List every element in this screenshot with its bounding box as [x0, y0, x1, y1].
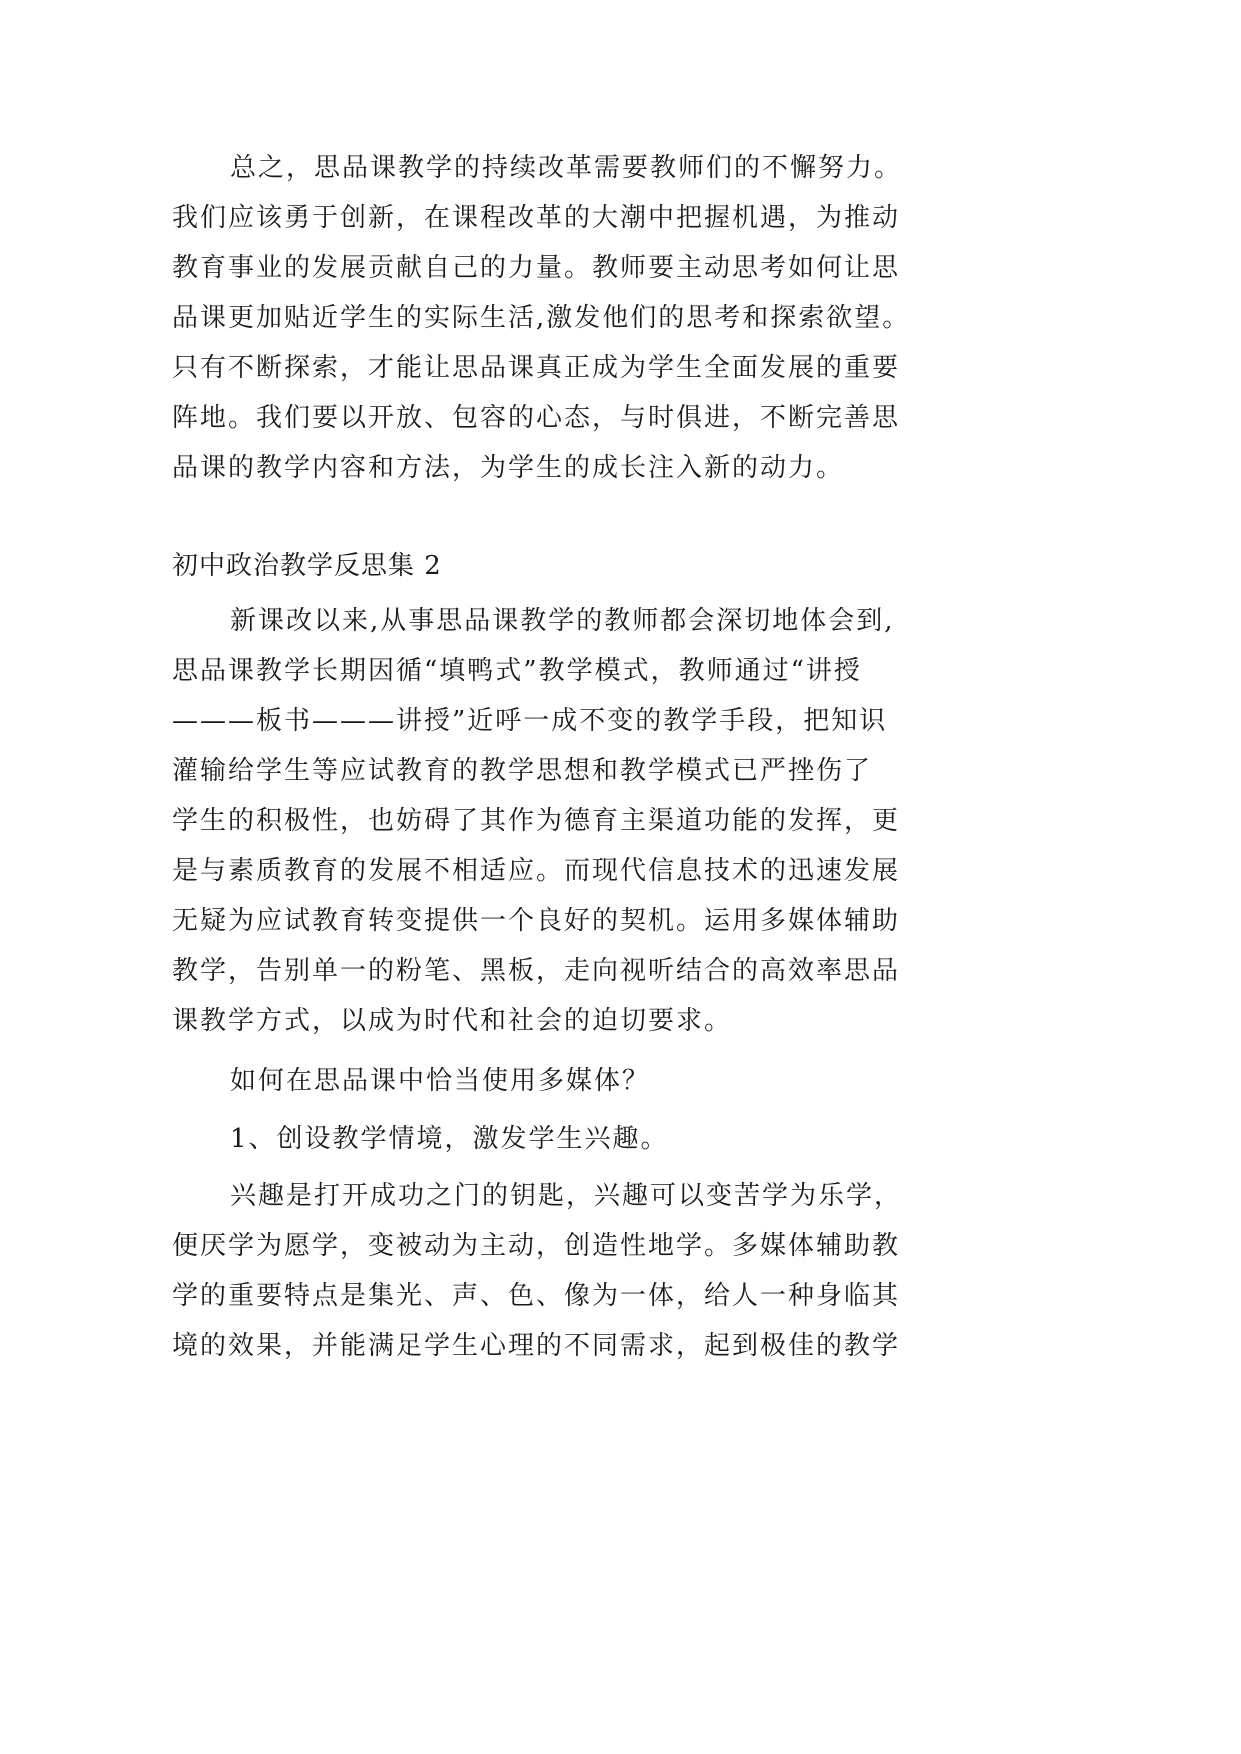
paragraph2-line-4: 境的效果，并能满足学生心理的不同需求，起到极佳的教学 [172, 1331, 901, 1361]
intro-line-6: 阵地。我们要以开放、包容的心态，与时俱进，不断完善思 [172, 403, 901, 433]
question-line: 如何在思品课中恰当使用多媒体？ [230, 1066, 651, 1096]
paragraph1-line-6: 是与素质教育的发展不相适应。而现代信息技术的迅速发展 [172, 856, 901, 886]
paragraph1-line-1: 新课改以来,从事思品课教学的教师都会深切地体会到, [230, 606, 895, 636]
intro-line-7: 品课的教学内容和方法，为学生的成长注入新的动力。 [172, 453, 845, 483]
paragraph1-line-9: 课教学方式，以成为时代和社会的迫切要求。 [172, 1006, 733, 1036]
intro-line-3: 教育事业的发展贡献自己的力量。教师要主动思考如何让思 [172, 253, 901, 283]
intro-line-1: 总之，思品课教学的持续改革需要教师们的不懈努力。 [230, 153, 903, 183]
paragraph1-line-8: 教学，告别单一的粉笔、黑板，走向视听结合的高效率思品 [172, 956, 901, 986]
point-1-heading: 1、创设教学情境，激发学生兴趣。 [230, 1124, 669, 1154]
paragraph1-line-3: ———板书———讲授”近呼一成不变的教学手段，把知识 [172, 706, 888, 736]
intro-line-5: 只有不断探索，才能让思品课真正成为学生全面发展的重要 [172, 353, 901, 383]
intro-line-4: 品课更加贴近学生的实际生活,激发他们的思考和探索欲望。 [172, 303, 911, 333]
paragraph2-line-2: 便厌学为愿学，变被动为主动，创造性地学。多媒体辅助教 [172, 1231, 901, 1261]
paragraph2-line-3: 学的重要特点是集光、声、色、像为一体，给人一种身临其 [172, 1281, 901, 1311]
intro-line-2: 我们应该勇于创新，在课程改革的大潮中把握机遇，为推动 [172, 203, 901, 233]
paragraph1-line-5: 学生的积极性，也妨碍了其作为德育主渠道功能的发挥，更 [172, 806, 901, 836]
paragraph1-line-2: 思品课教学长期因循“填鸭式”教学模式，教师通过“讲授 [172, 656, 862, 686]
section-title: 初中政治教学反思集 2 [172, 551, 442, 581]
paragraph1-line-7: 无疑为应试教育转变提供一个良好的契机。运用多媒体辅助 [172, 906, 901, 936]
paragraph2-line-1: 兴趣是打开成功之门的钥匙，兴趣可以变苦学为乐学， [230, 1181, 903, 1211]
paragraph1-line-4: 灌输给学生等应试教育的教学思想和教学模式已严挫伤了 [172, 756, 873, 786]
